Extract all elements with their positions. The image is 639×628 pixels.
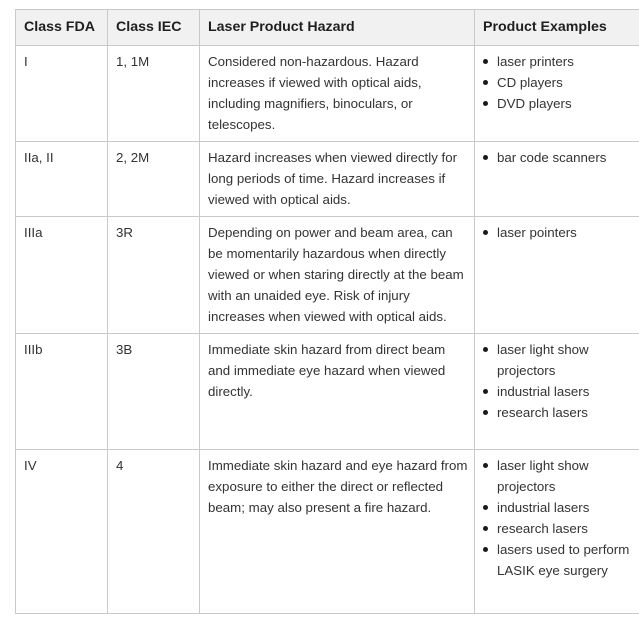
list-item: industrial lasers	[483, 497, 633, 518]
header-product-examples: Product Examples	[475, 10, 639, 46]
list-item: laser light show projectors	[483, 455, 633, 497]
list-item: laser light show projectors	[483, 339, 633, 381]
table-row	[16, 450, 639, 614]
examples-list	[483, 222, 633, 243]
cell-hazard: Considered non-hazardous. Hazard increases if viewed with optical aids, including magnifiers, binoculars, or telescopes.	[200, 46, 475, 142]
header-laser-product-hazard: Laser Product Hazard	[200, 10, 475, 46]
list-item: bar code scanners	[483, 147, 633, 168]
laser-hazard-table	[15, 9, 639, 614]
header-row	[16, 10, 639, 46]
cell-hazard: Depending on power and beam area, can be momentarily hazardous when directly viewed or when staring directly at the beam with an unaided eye. Risk of injury increases when viewed with optical aids.	[200, 217, 475, 334]
examples-list	[483, 147, 633, 168]
cell-class-fda: IIIb	[16, 334, 108, 450]
cell-examples	[475, 46, 639, 142]
examples-list	[483, 339, 633, 423]
cell-class-iec: 3R	[108, 217, 200, 334]
cell-class-fda: IIa, II	[16, 142, 108, 217]
cell-examples	[475, 334, 639, 450]
examples-list	[483, 51, 633, 114]
cell-hazard: Immediate skin hazard and eye hazard from exposure to either the direct or reflected beam; may also present a fire hazard.	[200, 450, 475, 614]
list-item: CD players	[483, 72, 633, 93]
examples-list	[483, 455, 633, 581]
cell-class-iec: 4	[108, 450, 200, 614]
list-item: industrial lasers	[483, 381, 633, 402]
cell-class-iec: 2, 2M	[108, 142, 200, 217]
list-item: lasers used to perform LASIK eye surgery	[483, 539, 633, 581]
list-item: research lasers	[483, 518, 633, 539]
cell-examples	[475, 450, 639, 614]
table-row	[16, 334, 639, 450]
cell-class-fda: IIIa	[16, 217, 108, 334]
cell-class-iec: 1, 1M	[108, 46, 200, 142]
cell-hazard: Hazard increases when viewed directly for long periods of time. Hazard increases if viewed with optical aids.	[200, 142, 475, 217]
cell-examples	[475, 217, 639, 334]
header-class-iec: Class IEC	[108, 10, 200, 46]
header-class-fda: Class FDA	[16, 10, 108, 46]
table-row	[16, 217, 639, 334]
table-row	[16, 142, 639, 217]
list-item: research lasers	[483, 402, 633, 423]
cell-class-fda: I	[16, 46, 108, 142]
list-item: laser pointers	[483, 222, 633, 243]
cell-class-iec: 3B	[108, 334, 200, 450]
table-row	[16, 46, 639, 142]
list-item: DVD players	[483, 93, 633, 114]
list-item: laser printers	[483, 51, 633, 72]
cell-class-fda: IV	[16, 450, 108, 614]
cell-hazard: Immediate skin hazard from direct beam and immediate eye hazard when viewed directly.	[200, 334, 475, 450]
cell-examples	[475, 142, 639, 217]
